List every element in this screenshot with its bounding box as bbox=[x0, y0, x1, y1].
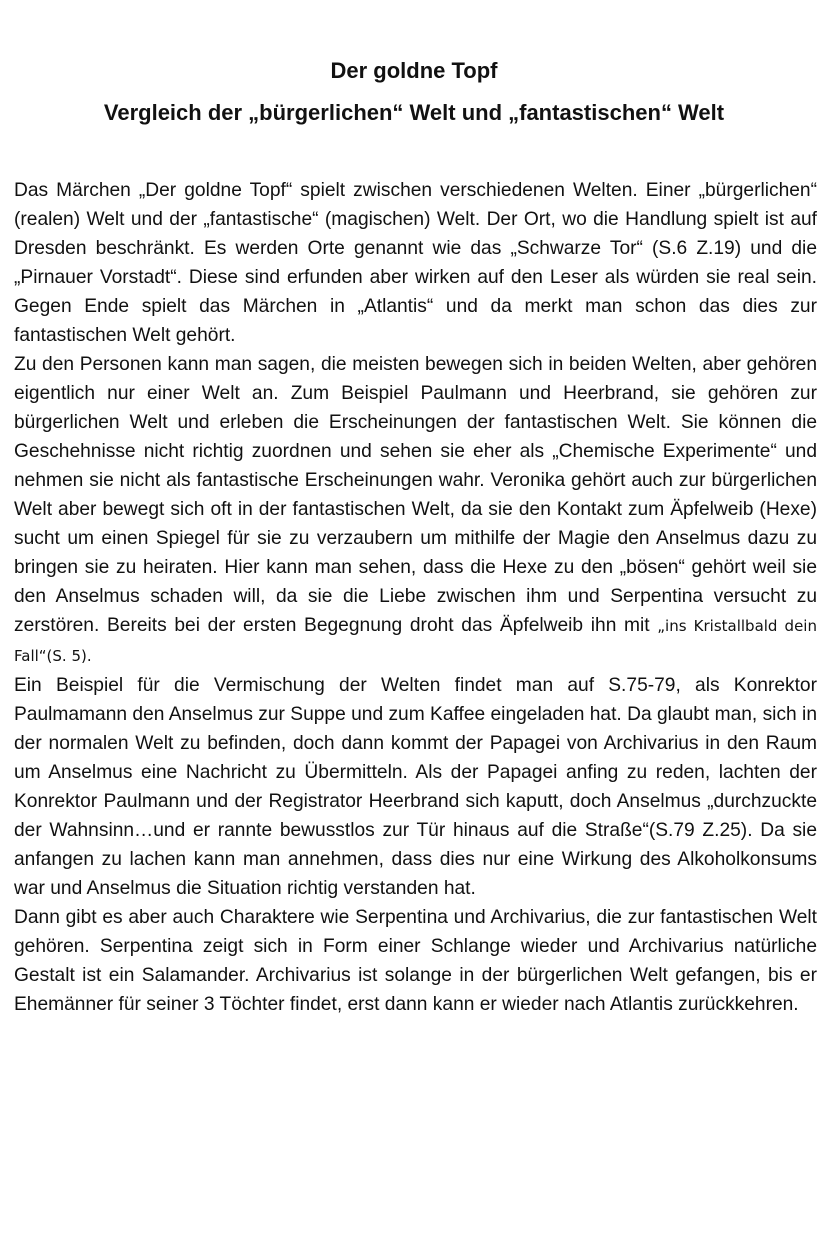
paragraph-1: Das Märchen „Der goldne Topf“ spielt zwischen verschiedenen Welten. Einer „bürgerlichen“ (realen) Welt und der „fantastische“ (magischen) Welt. Der Ort, wo die Handlung spielt ist auf Dresden beschränkt. Es werden Orte genannt wie das „Schwarze Tor“ (S.6 Z.19) und die „Pirnauer Vorstadt“. Diese sind erfunden aber wirken auf den Leser als würden sie real sein. Gegen Ende spielt das Märchen in „Atlantis“ und da merkt man schon das dies zur fantastischen Welt gehört. bbox=[14, 180, 817, 346]
paragraph-2-quote: „ins Kristallbald dein Fall“(S. 5). bbox=[14, 617, 817, 665]
paragraph-3: Ein Beispiel für die Vermischung der Welten findet man auf S.75-79, als Konrektor Paulmamann den Anselmus zur Suppe und zum Kaffee eingeladen hat. Da glaubt man, sich in der normalen Welt zu befinden, doch dann kommt der Papagei von Archivarius in den Raum um Anselmus eine Nachricht zu Übermitteln. Als der Papagei anfing zu reden, lachten der Konrektor Paulmann und der Registrator Heerbrand sich kaputt, doch Anselmus „durchzuckte der Wahnsinn…und er rannte bewusstlos zur Tür hinaus auf die Straße“(S.79 Z.25). Da sie anfangen zu lachen kann man annehmen, dass dies nur eine Wirkung des Alkoholkonsums war und Anselmus die Situation richtig verstanden hat. bbox=[14, 675, 817, 899]
paragraph-2-text: Zu den Personen kann man sagen, die meisten bewegen sich in beiden Welten, aber gehören eigentlich nur einer Welt an. Zum Beispiel Paulmann und Heerbrand, sie gehören zur bürgerlichen Welt und erleben die Erscheinungen der fantastischen Welt. Sie können die Geschehnisse nicht richtig zuordnen und sehen sie eher als „Chemische Experimente“ und nehmen sie nicht als fantastische Erscheinungen wahr. Veronika gehört auch zur bürgerlichen Welt aber bewegt sich oft in der fantastischen Welt, da sie den Kontakt zum Äpfelweib (Hexe) sucht um einen Spiegel für sie zu verzaubern um mithilfe der Magie den Anselmus dazu zu bringen sie zu heiraten. Hier kann man sehen, dass die Hexe zu den „bösen“ gehört weil sie den Anselmus schaden will, da sie die Liebe zwischen ihm und Serpentina versucht zu zerstören. Bereits bei der ersten Begegnung droht das Äpfelweib ihn mit bbox=[14, 354, 817, 636]
document-body bbox=[14, 176, 817, 1019]
document-subtitle: Vergleich der „bürgerlichen“ Welt und „fantastischen“ Welt bbox=[103, 100, 725, 125]
paragraph-2 bbox=[14, 350, 817, 671]
document-title: Der goldne Topf bbox=[330, 58, 498, 83]
paragraph-4: Dann gibt es aber auch Charaktere wie Serpentina und Archivarius, die zur fantastischen Welt gehören. Serpentina zeigt sich in Form einer Schlange wieder und Archivarius natürliche Gestalt ist ein Salamander. Archivarius ist solange in der bürgerlichen Welt gefangen, bis er Ehemänner für seiner 3 Töchter findet, erst dann kann er wieder nach Atlantis zurückkehren. bbox=[14, 907, 817, 1015]
